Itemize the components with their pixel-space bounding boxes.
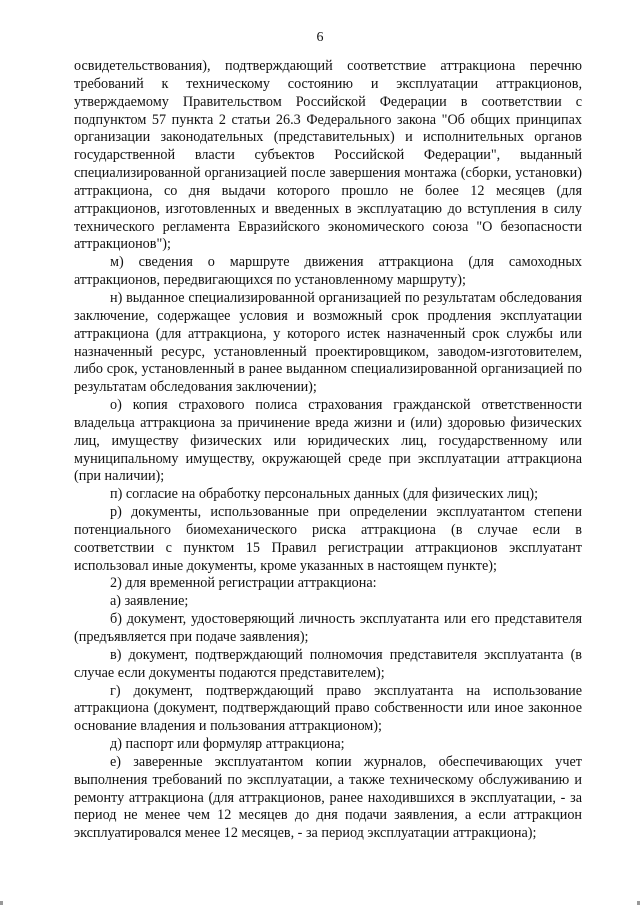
page-number: 6: [316, 30, 324, 45]
paragraph-continuation: освидетельствования), подтверждающий соответствие аттракциона перечню требований к техническому состоянию и эксплуатации аттракционов, утверждаемому Правительством Российской Федерации в соответствии с подпунктом 57 пункта 2 статьи 26.3 Федерального закона "Об общих принципах организации законодательных (представительных) и исполнительных органов государственной власти субъектов Российской Федерации", выданный специализированной организацией после завершения монтажа (сборки, установки) аттракциона, со дня выдачи которого прошло не более 12 месяцев (для аттракционов, изготовленных и введенных в эксплуатацию до вступления в силу технического регламента Евразийского экономического союза "О безопасности аттракционов");: [74, 58, 582, 253]
paragraph-item-m: м) сведения о маршруте движения аттракциона (для самоходных аттракционов, передвигающихся по установленному маршруту);: [74, 254, 582, 289]
paragraph-item-g: г) документ, подтверждающий право эксплуатанта на использование аттракциона (документ, подтверждающий право собственности или иное законное основание владения и пользования аттракционом);: [74, 682, 582, 735]
paragraph-item-v: в) документ, подтверждающий полномочия представителя эксплуатанта (в случае если документы подаются представителем);: [74, 646, 582, 681]
section-heading-temporary-registration: 2) для временной регистрации аттракциона:: [110, 575, 377, 592]
paragraph-item-e: е) заверенные эксплуатантом копии журналов, обеспечивающих учет выполнения требований по эксплуатации, а также техническому обслуживанию и ремонту аттракциона (для аттракционов, ранее находившихся в эксплуатации, - за период не менее чем 12 месяцев до дня подачи заявления, а если аттракцион эксплуатировался менее 12 месяцев, - за период эксплуатации аттракциона);: [74, 753, 582, 842]
paragraph-item-b: б) документ, удостоверяющий личность эксплуатанта или его представителя (предъявляется при подаче заявления);: [74, 611, 582, 645]
paragraph-item-o: о) копия страхового полиса страхования гражданской ответственности владельца аттракциона за причинение вреда жизни и (или) здоровью физических лиц, имуществу физических или юридических лиц, государственному или муниципальному имуществу, окружающей среде при эксплуатации аттракциона (при наличии);: [74, 397, 582, 485]
scan-artifact: [604, 800, 608, 840]
paragraph-item-p: п) согласие на обработку персональных данных (для физических лиц);: [110, 486, 539, 503]
document-body: [74, 58, 582, 843]
scan-edge-artifact: [0, 901, 640, 905]
paragraph-item-r: р) документы, использованные при определении эксплуатантом степени потенциального биомеханического риска аттракциона (в случае если в соответствии с пунктом 15 Правил регистрации аттракционов эксплуатант использовал иные документы, кроме указанных в настоящем пункте);: [74, 504, 582, 574]
paragraph-item-a: а) заявление;: [110, 593, 189, 610]
paragraph-item-n: н) выданное специализированной организацией по результатам обследования заключение, содержащее условия и возможный срок продления эксплуатации аттракциона (для аттракциона, у которого истек назначенный срок службы или назначенный ресурс, установленный проектировщиком, заводом-изготовителем, либо срок, установленный в ранее выданном специализированной организацией по результатам обследования заключении);: [74, 289, 582, 396]
paragraph-item-d: д) паспорт или формуляр аттракциона;: [110, 736, 345, 753]
